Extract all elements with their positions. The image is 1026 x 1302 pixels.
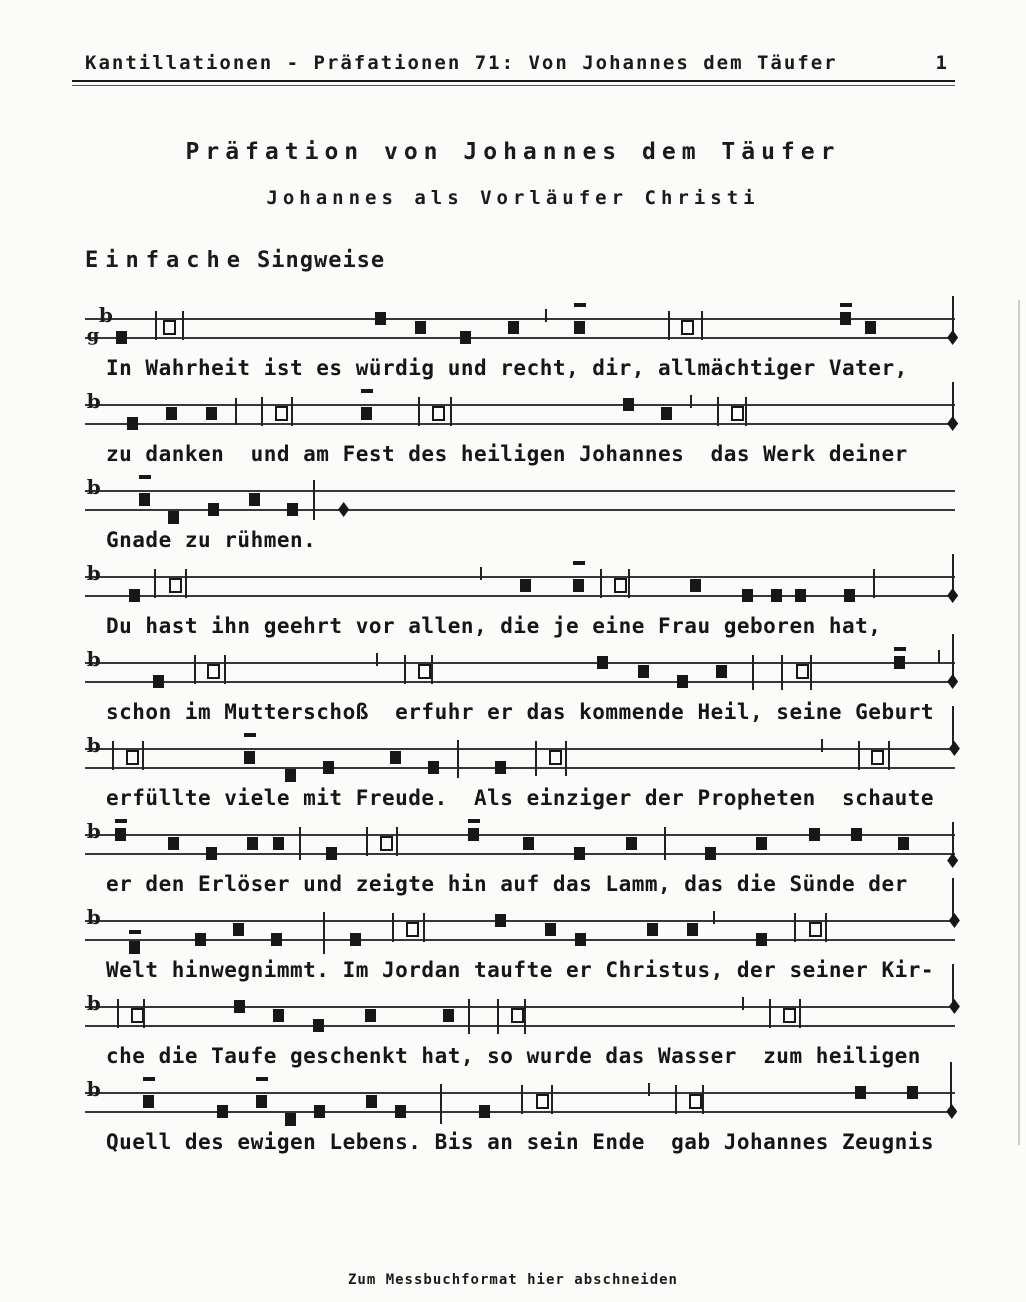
barline bbox=[938, 650, 940, 663]
footer-note: Zum Messbuchformat hier abschneiden bbox=[347, 1272, 678, 1288]
barline bbox=[952, 634, 954, 681]
note-square bbox=[365, 1009, 376, 1022]
barline bbox=[701, 311, 703, 340]
barline bbox=[423, 913, 425, 942]
note-square bbox=[756, 837, 767, 850]
note-square bbox=[375, 312, 386, 325]
recitation-note-open-square bbox=[731, 406, 744, 421]
lyric-line: In Wahrheit ist es würdig und recht, dir, allmächtiger Vater, bbox=[106, 356, 908, 380]
note-square bbox=[129, 589, 140, 602]
music-line bbox=[0, 991, 1026, 1080]
note-square bbox=[115, 828, 126, 841]
music-line bbox=[0, 647, 1026, 736]
barline bbox=[664, 827, 666, 860]
chant-staff bbox=[85, 905, 955, 960]
note-square bbox=[206, 407, 217, 420]
barline bbox=[440, 1084, 442, 1124]
chant-staff bbox=[85, 475, 955, 530]
final-note-diamond bbox=[947, 853, 958, 868]
note-square bbox=[894, 656, 905, 669]
note-square bbox=[153, 675, 164, 688]
episema-dash bbox=[256, 1077, 268, 1081]
flat-sign: b bbox=[86, 561, 101, 585]
episema-dash bbox=[244, 733, 256, 737]
episema-dash bbox=[139, 475, 151, 479]
staff-line bbox=[85, 576, 955, 578]
header-title: Kantillationen - Präfationen 71: Von Johannes dem Täufer bbox=[85, 52, 838, 74]
note-square bbox=[273, 1009, 284, 1022]
final-note-diamond bbox=[949, 913, 960, 928]
staff-line bbox=[85, 337, 955, 339]
barline bbox=[752, 655, 754, 690]
lyric-line: Welt hinwegnimmt. Im Jordan taufte er Christus, der seiner Kir- bbox=[106, 958, 935, 982]
barline bbox=[468, 999, 470, 1034]
barline bbox=[781, 655, 783, 690]
barline bbox=[675, 1085, 677, 1114]
recitation-note-open-square bbox=[406, 922, 419, 937]
note-square bbox=[626, 837, 637, 850]
note-square bbox=[705, 847, 716, 860]
note-square bbox=[855, 1086, 866, 1099]
section-heading-rest: Singweise bbox=[256, 248, 386, 273]
note-square bbox=[809, 828, 820, 841]
note-square bbox=[520, 579, 531, 592]
note-square bbox=[234, 1000, 245, 1013]
recitation-note-open-square bbox=[418, 664, 431, 679]
note-square bbox=[195, 933, 206, 946]
chant-staff bbox=[85, 389, 955, 444]
barline bbox=[810, 655, 812, 690]
lyric-line: Du hast ihn geehrt vor allen, die je eine Frau geboren hat, bbox=[106, 614, 882, 638]
note-square bbox=[756, 933, 767, 946]
barline bbox=[873, 569, 875, 598]
recitation-note-open-square bbox=[163, 320, 176, 335]
note-square bbox=[127, 417, 138, 430]
note-square bbox=[139, 493, 150, 506]
staff-line bbox=[85, 834, 955, 836]
staff-line bbox=[85, 681, 955, 683]
recitation-note-open-square bbox=[511, 1008, 524, 1023]
final-note-diamond bbox=[947, 416, 958, 431]
staff-line bbox=[85, 595, 955, 597]
chant-staff bbox=[85, 1077, 955, 1132]
episema-dash bbox=[894, 647, 906, 651]
barline bbox=[457, 740, 459, 778]
barline bbox=[551, 1085, 553, 1114]
note-square bbox=[638, 665, 649, 678]
page-edge-artifact bbox=[1018, 300, 1020, 1145]
note-square bbox=[168, 837, 179, 850]
barline bbox=[376, 653, 378, 666]
barline bbox=[154, 569, 156, 598]
barline bbox=[323, 912, 325, 954]
flat-sign: b bbox=[86, 905, 101, 929]
note-square bbox=[597, 656, 608, 669]
barline bbox=[182, 311, 184, 340]
barline bbox=[794, 913, 796, 942]
barline bbox=[418, 397, 420, 426]
chant-staff bbox=[85, 733, 955, 788]
music-line bbox=[0, 389, 1026, 478]
note-square bbox=[208, 503, 219, 516]
chant-staff bbox=[85, 561, 955, 616]
lyric-line: er den Erlöser und zeigte hin auf das Lamm, das die Sünde der bbox=[106, 872, 908, 896]
note-square bbox=[661, 407, 672, 420]
flat-sign: b bbox=[86, 1077, 101, 1101]
recitation-note-open-square bbox=[783, 1008, 796, 1023]
episema-dash bbox=[573, 561, 585, 565]
barline bbox=[450, 397, 452, 426]
music-line bbox=[0, 819, 1026, 908]
flat-sign: b bbox=[86, 647, 101, 671]
barline bbox=[497, 999, 499, 1034]
note-square bbox=[574, 847, 585, 860]
final-note-diamond bbox=[947, 330, 958, 345]
barline bbox=[185, 569, 187, 598]
episema-dash bbox=[361, 389, 373, 393]
barline bbox=[702, 1085, 704, 1114]
barline bbox=[524, 999, 526, 1034]
note-square bbox=[168, 511, 179, 524]
note-square bbox=[716, 665, 727, 678]
note-square bbox=[323, 761, 334, 774]
recitation-note-open-square bbox=[614, 578, 627, 593]
note-square bbox=[166, 407, 177, 420]
music-line bbox=[0, 561, 1026, 650]
lyric-line: Gnade zu rühmen. bbox=[106, 528, 317, 552]
barline bbox=[825, 913, 827, 942]
barline bbox=[821, 739, 823, 752]
music-line bbox=[0, 1077, 1026, 1166]
lyric-line: Quell des ewigen Lebens. Bis an sein Ende gab Johannes Zeugnis bbox=[106, 1130, 935, 1154]
final-note-diamond bbox=[949, 741, 960, 756]
barline bbox=[112, 741, 114, 770]
staff-line bbox=[85, 767, 955, 769]
note-square bbox=[244, 751, 255, 764]
note-square bbox=[256, 1095, 267, 1108]
staff-line bbox=[85, 748, 955, 750]
barline bbox=[117, 999, 119, 1028]
note-square bbox=[647, 923, 658, 936]
note-square bbox=[314, 1105, 325, 1118]
flat-sign: b bbox=[86, 991, 101, 1015]
note-square bbox=[390, 751, 401, 764]
note-square bbox=[523, 837, 534, 850]
note-square bbox=[428, 761, 439, 774]
barline bbox=[600, 569, 602, 598]
main-title: Präfation von Johannes dem Täufer bbox=[185, 139, 841, 165]
chant-staff bbox=[85, 991, 955, 1046]
music-line bbox=[0, 733, 1026, 822]
note-square bbox=[129, 941, 140, 954]
note-square bbox=[495, 914, 506, 927]
note-square bbox=[575, 933, 586, 946]
section-heading-emphasized: Einfache bbox=[85, 248, 247, 273]
barline bbox=[396, 827, 398, 856]
note-square bbox=[233, 923, 244, 936]
barline bbox=[143, 999, 145, 1028]
note-square bbox=[574, 321, 585, 334]
barline bbox=[224, 655, 226, 684]
barline bbox=[235, 398, 237, 425]
note-square bbox=[907, 1086, 918, 1099]
note-square bbox=[350, 933, 361, 946]
recitation-note-open-square bbox=[796, 664, 809, 679]
note-square bbox=[468, 828, 479, 841]
recitation-note-open-square bbox=[536, 1094, 549, 1109]
barline bbox=[648, 1083, 650, 1096]
note-square bbox=[479, 1105, 490, 1118]
clef-letter: g bbox=[86, 325, 100, 346]
music-line bbox=[0, 905, 1026, 994]
note-square bbox=[460, 331, 471, 344]
note-square bbox=[287, 503, 298, 516]
barline bbox=[535, 741, 537, 776]
note-square bbox=[285, 769, 296, 782]
recitation-note-open-square bbox=[809, 922, 822, 937]
barline bbox=[431, 655, 433, 684]
note-square bbox=[851, 828, 862, 841]
recitation-note-open-square bbox=[275, 406, 288, 421]
recitation-note-open-square bbox=[549, 750, 562, 765]
note-square bbox=[840, 312, 851, 325]
episema-dash bbox=[129, 930, 141, 934]
barline bbox=[668, 311, 670, 340]
note-square bbox=[795, 589, 806, 602]
barline bbox=[366, 827, 368, 856]
final-note-diamond bbox=[338, 502, 349, 517]
note-square bbox=[206, 847, 217, 860]
staff-line bbox=[85, 423, 955, 425]
note-square bbox=[415, 321, 426, 334]
staff-line bbox=[85, 1025, 955, 1027]
recitation-note-open-square bbox=[432, 406, 445, 421]
barline bbox=[392, 913, 394, 942]
chant-staff bbox=[85, 303, 955, 358]
episema-dash bbox=[115, 819, 127, 823]
music-line bbox=[0, 475, 1026, 564]
barline bbox=[480, 567, 482, 580]
barline bbox=[745, 397, 747, 426]
subtitle: Johannes als Vorläufer Christi bbox=[266, 187, 760, 209]
recitation-note-open-square bbox=[681, 320, 694, 335]
recitation-note-open-square bbox=[689, 1094, 702, 1109]
note-square bbox=[495, 761, 506, 774]
recitation-note-open-square bbox=[871, 750, 884, 765]
barline bbox=[261, 397, 263, 426]
note-square bbox=[273, 837, 284, 850]
barline bbox=[545, 309, 547, 322]
barline bbox=[291, 397, 293, 426]
lyric-line: zu danken und am Fest des heiligen Johannes das Werk deiner bbox=[106, 442, 908, 466]
music-line bbox=[0, 303, 1026, 392]
note-square bbox=[326, 847, 337, 860]
note-square bbox=[508, 321, 519, 334]
note-square bbox=[844, 589, 855, 602]
note-square bbox=[687, 923, 698, 936]
note-square bbox=[395, 1105, 406, 1118]
flat-sign: b bbox=[86, 389, 101, 413]
note-square bbox=[285, 1113, 296, 1126]
note-square bbox=[771, 589, 782, 602]
recitation-note-open-square bbox=[131, 1008, 144, 1023]
episema-dash bbox=[574, 303, 586, 307]
barline bbox=[628, 569, 630, 598]
flat-sign: b bbox=[86, 475, 101, 499]
recitation-note-open-square bbox=[207, 664, 220, 679]
barline bbox=[521, 1085, 523, 1114]
barline bbox=[717, 397, 719, 426]
note-square bbox=[573, 579, 584, 592]
staff-line bbox=[85, 404, 955, 406]
note-square bbox=[313, 1019, 324, 1032]
note-square bbox=[366, 1095, 377, 1108]
final-note-diamond bbox=[947, 674, 958, 689]
note-square bbox=[249, 493, 260, 506]
barline bbox=[799, 999, 801, 1028]
barline bbox=[565, 741, 567, 776]
note-square bbox=[143, 1095, 154, 1108]
note-square bbox=[898, 837, 909, 850]
note-square bbox=[443, 1009, 454, 1022]
lyric-line: che die Taufe geschenkt hat, so wurde das Wasser zum heiligen bbox=[106, 1044, 921, 1068]
barline bbox=[742, 997, 744, 1010]
note-square bbox=[690, 579, 701, 592]
flat-sign: b bbox=[86, 819, 101, 843]
final-note-diamond bbox=[949, 999, 960, 1014]
chant-staff bbox=[85, 647, 955, 702]
episema-dash bbox=[143, 1077, 155, 1081]
flat-sign: b bbox=[98, 303, 113, 327]
chant-staff bbox=[85, 819, 955, 874]
lyric-line: schon im Mutterschoß erfuhr er das kommende Heil, seine Geburt bbox=[106, 700, 935, 724]
barline bbox=[690, 395, 692, 408]
barline bbox=[888, 741, 890, 770]
note-square bbox=[271, 933, 282, 946]
barline bbox=[950, 1062, 952, 1111]
note-square bbox=[623, 398, 634, 411]
barline bbox=[858, 741, 860, 770]
page-number: 1 bbox=[935, 52, 947, 74]
final-note-diamond bbox=[946, 1104, 957, 1119]
barline bbox=[155, 311, 157, 340]
recitation-note-open-square bbox=[380, 836, 393, 851]
note-square bbox=[865, 321, 876, 334]
note-square bbox=[217, 1105, 228, 1118]
recitation-note-open-square bbox=[126, 750, 139, 765]
barline bbox=[769, 999, 771, 1028]
staff-line bbox=[85, 490, 955, 492]
episema-dash bbox=[840, 303, 852, 307]
final-note-diamond bbox=[947, 588, 958, 603]
barline bbox=[404, 655, 406, 684]
flat-sign: b bbox=[86, 733, 101, 757]
note-square bbox=[116, 331, 127, 344]
note-square bbox=[545, 923, 556, 936]
barline bbox=[313, 480, 315, 520]
note-square bbox=[742, 589, 753, 602]
lyric-line: erfüllte viele mit Freude. Als einziger der Propheten schaute bbox=[106, 786, 935, 810]
recitation-note-open-square bbox=[169, 578, 182, 593]
barline bbox=[299, 827, 301, 860]
staff-line bbox=[85, 318, 955, 320]
note-square bbox=[361, 407, 372, 420]
barline bbox=[713, 911, 715, 924]
barline bbox=[142, 741, 144, 770]
episema-dash bbox=[468, 819, 480, 823]
barline bbox=[194, 655, 196, 684]
note-square bbox=[677, 675, 688, 688]
note-square bbox=[247, 837, 258, 850]
